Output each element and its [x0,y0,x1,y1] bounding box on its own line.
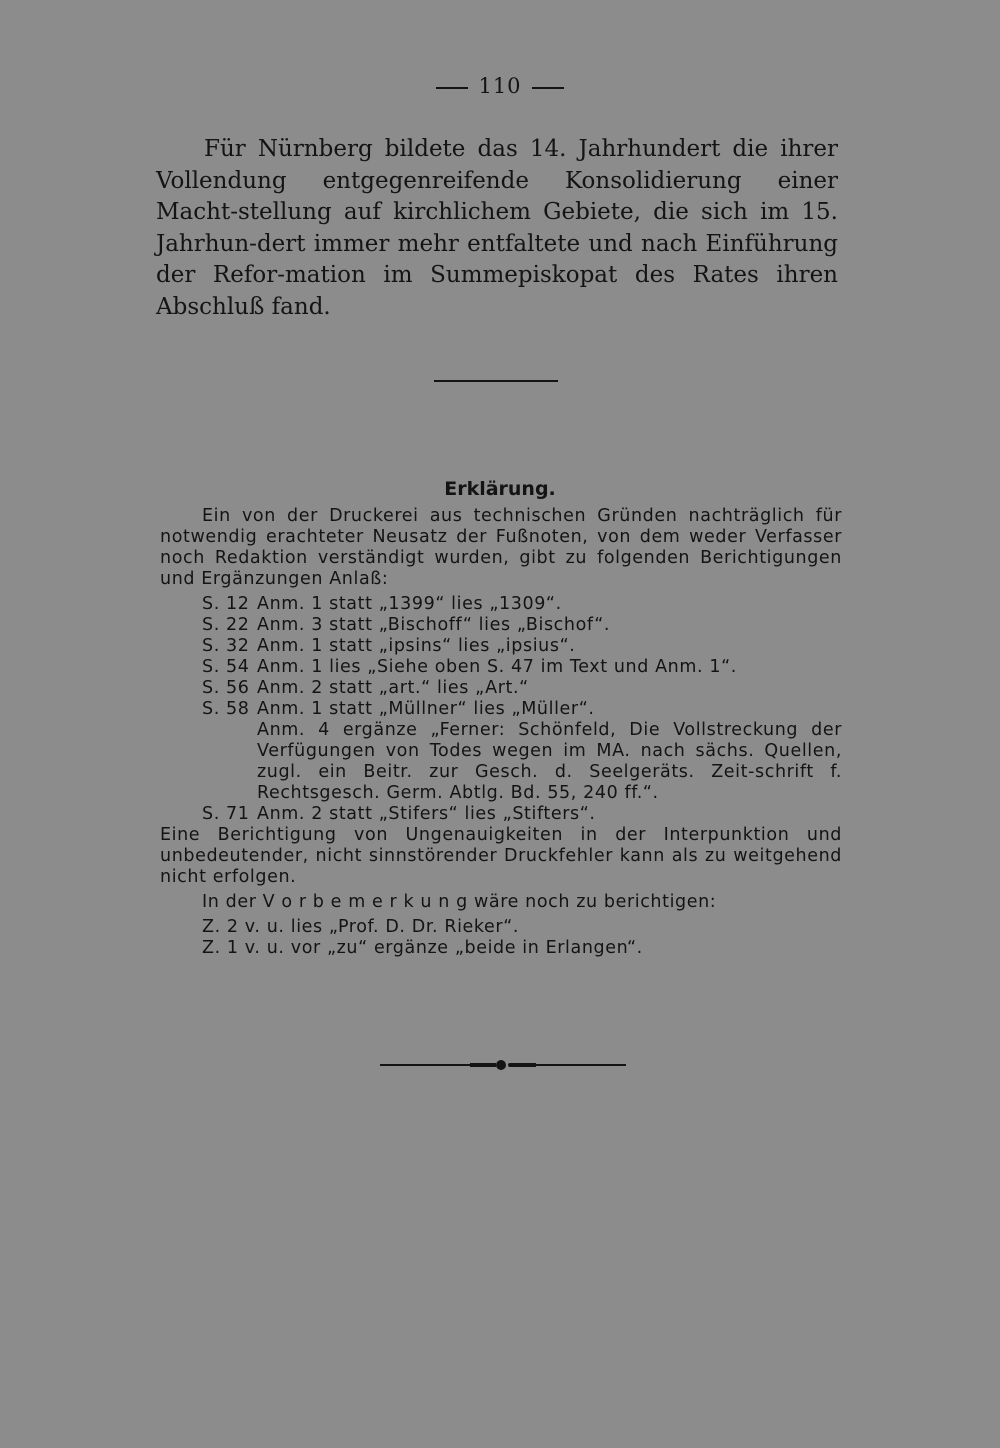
correction-item [160,615,842,636]
correction-ref: S. 12 [202,594,250,614]
preface-note: In der V o r b e m e r k u n g wäre noch zu berichtigen: [202,892,717,912]
correction-addition: Anm. 4 ergänze „Ferner: Schönfeld, Die Vollstreckung der Verfügungen von Todes wegen im MA. nach sächs. Quellen, zugl. ein Beitr. zur Gesch. d. Seelgeräts. Zeit-schrift f. Rechtsgesch. Germ. Abtlg. Bd. 55, 240 ff.“. [257,720,842,803]
notice-closing: Eine Berichtigung von Ungenauigkeiten in der Interpunktion und unbedeutender, nicht sinnstörender Druckfehler kann als zu weitgehend nicht erfolgen. [160,825,842,887]
correction-item [160,699,842,720]
correction-text: Anm. 1 statt „ipsins“ lies „ipsius“. [257,636,576,656]
correction-text: Anm. 1 lies „Siehe oben S. 47 im Text und Anm. 1“. [257,657,737,677]
notice-opening: Ein von der Druckerei aus technischen Gründen nachträglich für notwendig erachteter Neusatz der Fußnoten, von dem weder Verfasser noch Redaktion verständigt wurden, gibt zu folgenden Berichtigungen und Ergänzungen Anlaß: [160,506,842,589]
correction-item [160,636,842,657]
correction-text: Anm. 3 statt „Bischoff“ lies „Bischof“. [257,615,611,635]
right-dash [532,87,564,89]
correction-item [160,678,842,699]
left-dash [436,87,468,89]
correction-ref: S. 56 [202,678,250,698]
ornament-dot [496,1060,506,1070]
page-number [0,74,1000,98]
intro-paragraph [156,134,838,323]
correction-item [160,804,842,825]
correction-ref: S. 71 [202,804,250,824]
preface-corrections [160,917,842,959]
preface-correction-item: Z. 1 v. u. vor „zu“ ergänze „beide in Erlangen“. [202,938,643,958]
preface-correction-item: Z. 2 v. u. lies „Prof. D. Dr. Rieker“. [202,917,520,937]
correction-text: Anm. 1 statt „1399“ lies „1309“. [257,594,562,614]
ornament-small-dot [490,1063,494,1067]
correction-item [160,594,842,615]
correction-text: Anm. 1 statt „Müllner“ lies „Müller“. [257,699,595,719]
section-divider [434,380,558,382]
ornament-line [536,1064,626,1066]
intro-text: Für Nürnberg bildete das 14. Jahrhundert die ihrer Vollendung entgegenreifende Konsolidierung einer Macht-stellung auf kirchlichem Gebiete, die sich im 15. Jahrhun-dert immer mehr entfaltete und nach Einführung der Refor-mation im Summepiskopat des Rates ihren Abschluß fand. [156,136,838,320]
corrections-list [160,594,842,720]
correction-ref: S. 54 [202,657,250,677]
ornament-bar [510,1063,536,1067]
notice-body [160,506,842,959]
correction-ref: S. 32 [202,636,250,656]
end-ornament [380,1058,626,1072]
correction-ref: S. 58 [202,699,250,719]
ornament-line [380,1064,470,1066]
correction-item [160,657,842,678]
page-number-text: 110 [478,74,522,98]
correction-text: Anm. 2 statt „art.“ lies „Art.“ [257,678,529,698]
correction-ref: S. 22 [202,615,250,635]
correction-text: Anm. 2 statt „Stifers“ lies „Stifters“. [257,804,596,824]
notice-heading: Erklärung. [444,478,556,500]
